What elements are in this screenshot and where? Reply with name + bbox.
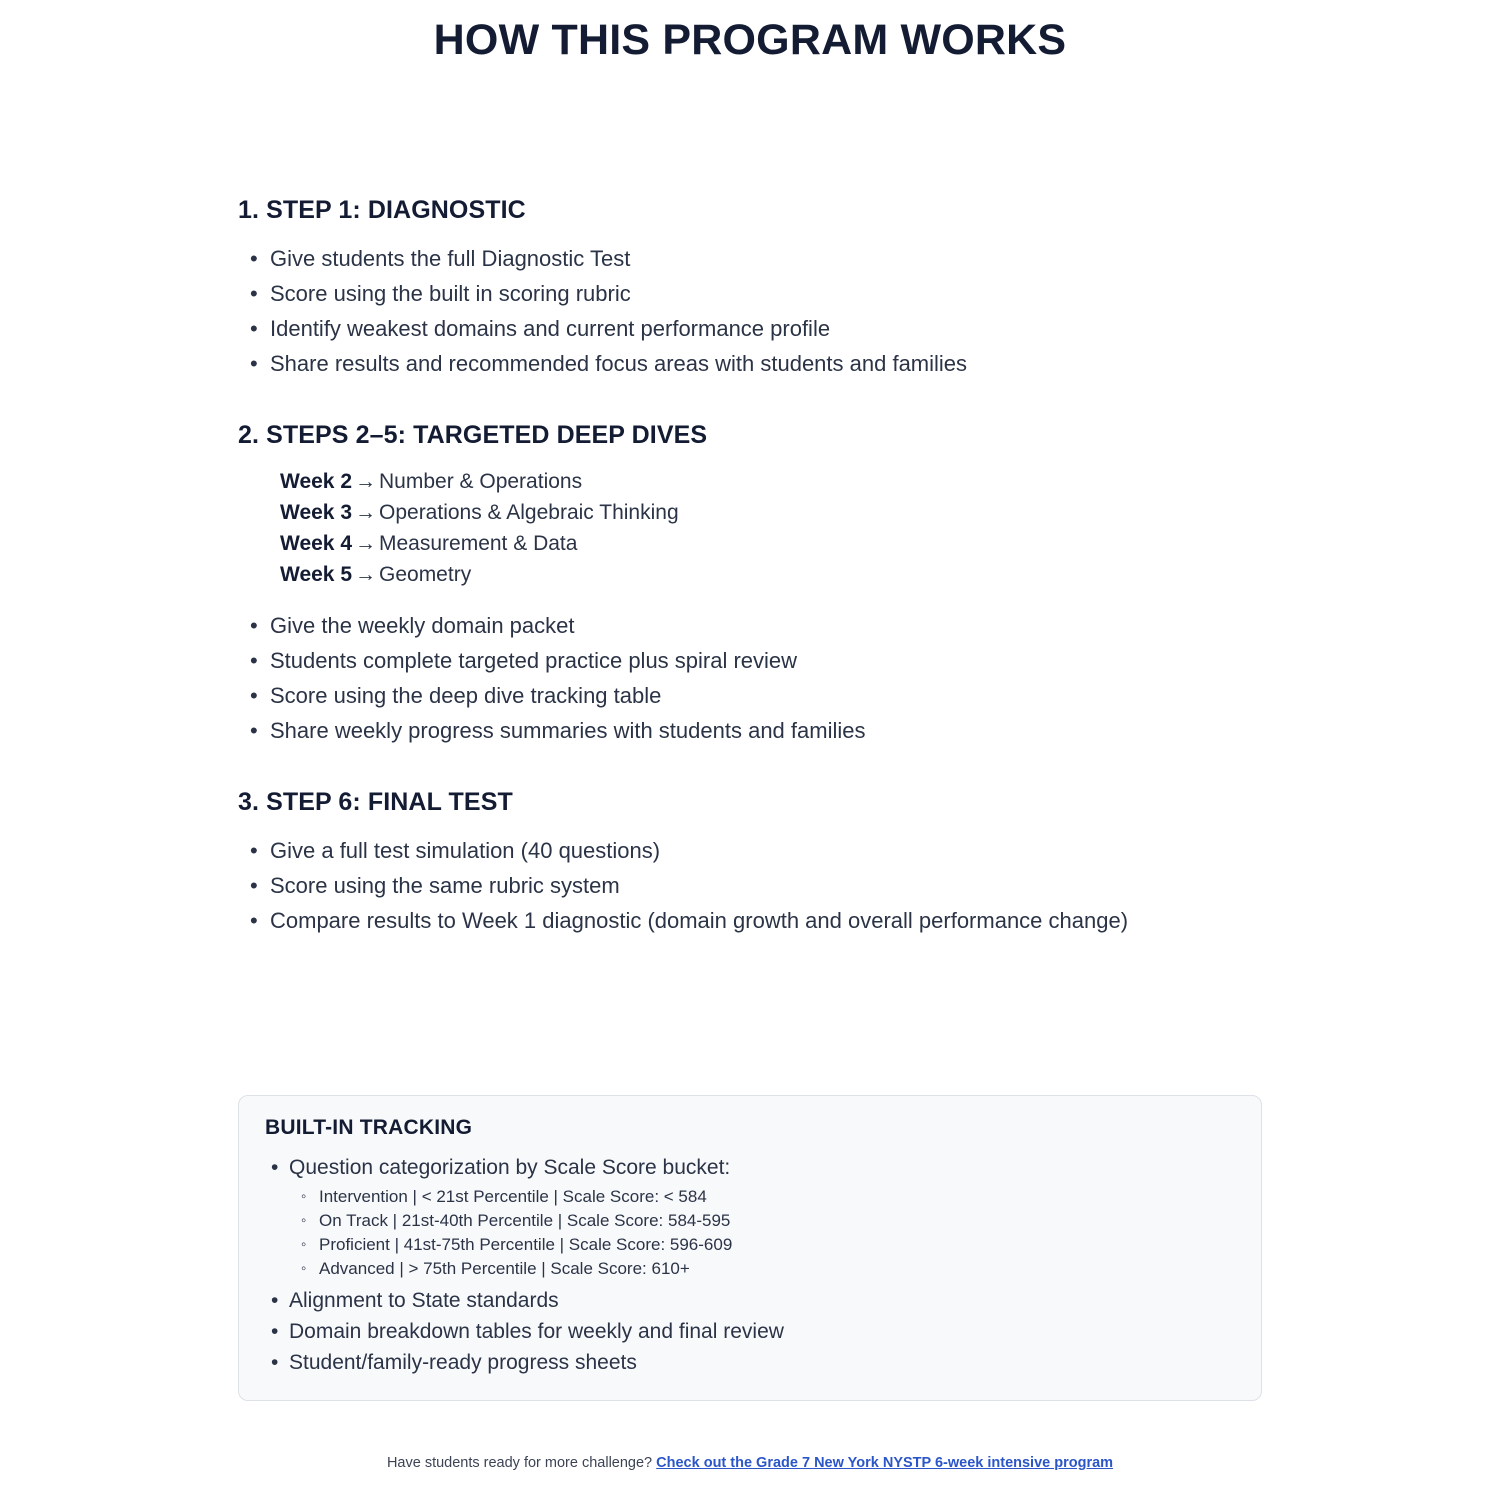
section-heading: 3. STEP 6: FINAL TEST (238, 788, 513, 816)
scale-score-buckets (289, 1185, 1237, 1281)
week-domain: Number & Operations (379, 470, 583, 493)
section-step-6 (238, 788, 1268, 938)
list-item: ◦ On Track | 21st-40th Percentile | Scale Score: 584-595 (289, 1209, 1237, 1233)
week-label: Week 2 (280, 470, 352, 493)
list-item: • Give a full test simulation (40 questions) (238, 833, 1268, 868)
section-heading: 2. STEPS 2–5: TARGETED DEEP DIVES (238, 421, 708, 449)
list-item (280, 528, 1268, 559)
arrow-icon: → (355, 563, 376, 586)
list-item (280, 559, 1268, 590)
week-label: Week 4 (280, 532, 352, 555)
list-item: • Score using the built in scoring rubric (238, 276, 1268, 311)
built-in-tracking-box (238, 1095, 1262, 1401)
list-item: • Share weekly progress summaries with students and families (238, 713, 1268, 748)
list-item: • Share results and recommended focus areas with students and families (238, 346, 1268, 381)
list-item: • Domain breakdown tables for weekly and final review (263, 1316, 1237, 1347)
list-item: • Give the weekly domain packet (238, 608, 1268, 643)
list-item (280, 466, 1268, 497)
arrow-icon: → (355, 501, 376, 524)
tracking-title: BUILT-IN TRACKING (265, 1116, 473, 1139)
section-step-2-5 (238, 421, 1268, 748)
section-step-1 (238, 196, 1268, 381)
page-title: HOW THIS PROGRAM WORKS (433, 16, 1067, 64)
bullet-list (238, 608, 1268, 748)
list-item (280, 497, 1268, 528)
list-item: • Students complete targeted practice plus spiral review (238, 643, 1268, 678)
bullet-list (238, 833, 1268, 938)
list-item (263, 1152, 1237, 1281)
footer (0, 1455, 1500, 1471)
list-item: • Give students the full Diagnostic Test (238, 241, 1268, 276)
list-item: ◦ Intervention | < 21st Percentile | Scale Score: < 584 (289, 1185, 1237, 1209)
footer-text: Have students ready for more challenge? (386, 1455, 657, 1471)
list-item: • Identify weakest domains and current performance profile (238, 311, 1268, 346)
steps-container (238, 196, 1268, 978)
list-item: • Student/family-ready progress sheets (263, 1347, 1237, 1378)
arrow-icon: → (355, 532, 376, 555)
list-item: ◦ Advanced | > 75th Percentile | Scale Score: 610+ (289, 1257, 1237, 1281)
arrow-icon: → (355, 470, 376, 493)
bullet-list (238, 241, 1268, 381)
week-domain-list (238, 466, 1268, 590)
week-domain: Operations & Algebraic Thinking (379, 501, 679, 524)
tracking-list (263, 1152, 1237, 1378)
list-item: • Compare results to Week 1 diagnostic (domain growth and overall performance change) (238, 903, 1268, 938)
list-item: ◦ Proficient | 41st-75th Percentile | Scale Score: 596-609 (289, 1233, 1237, 1257)
footer-link[interactable]: Check out the Grade 7 New York NYSTP 6-week intensive program (656, 1455, 1114, 1471)
week-domain: Measurement & Data (379, 532, 578, 555)
week-label: Week 5 (280, 563, 352, 586)
week-domain: Geometry (379, 563, 472, 586)
list-item: • Alignment to State standards (263, 1285, 1237, 1316)
list-item: • Score using the same rubric system (238, 868, 1268, 903)
week-label: Week 3 (280, 501, 352, 524)
tracking-item-label: Question categorization by Scale Score bucket: (289, 1156, 731, 1179)
section-heading: 1. STEP 1: DIAGNOSTIC (238, 196, 526, 224)
list-item: • Score using the deep dive tracking table (238, 678, 1268, 713)
